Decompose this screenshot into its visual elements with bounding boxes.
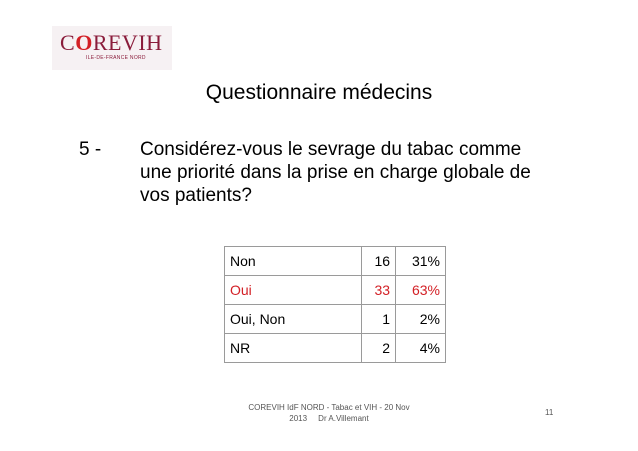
table-row xyxy=(225,334,446,363)
question-text: Considérez-vous le sevrage du tabac comme une priorité dans la prise en charge globale de vos patients? xyxy=(140,139,531,206)
table-row xyxy=(225,305,446,334)
logo-wordmark xyxy=(60,32,172,54)
answer-label: NR xyxy=(225,334,362,363)
footer-line: 2013 Dr A.Villemant xyxy=(289,414,369,423)
red-ribbon-icon: O xyxy=(75,30,93,55)
answer-count: 16 xyxy=(362,247,396,276)
logo-letters: REVIH xyxy=(92,30,163,55)
table-row xyxy=(225,247,446,276)
answer-label: Oui, Non xyxy=(225,305,362,334)
logo-letter-c: C xyxy=(60,30,76,55)
answer-percent: 63% xyxy=(396,276,446,305)
answer-label: Oui xyxy=(225,276,362,305)
answer-percent: 4% xyxy=(396,334,446,363)
footer-line: COREVIH IdF NORD - Tabac et VIH - 20 Nov xyxy=(248,403,410,412)
page-number: 11 xyxy=(545,408,554,417)
corevih-logo xyxy=(52,26,172,70)
logo-subtitle: ILE-DE-FRANCE NORD xyxy=(86,55,146,61)
table-row-highlighted xyxy=(225,276,446,305)
answer-count: 33 xyxy=(362,276,396,305)
answer-count: 2 xyxy=(362,334,396,363)
slide-title: Questionnaire médecins xyxy=(205,81,433,104)
question-number: 5 - xyxy=(79,139,102,160)
slide-footer xyxy=(234,402,424,424)
answer-count: 1 xyxy=(362,305,396,334)
answer-label: Non xyxy=(225,247,362,276)
answer-percent: 2% xyxy=(396,305,446,334)
results-table xyxy=(224,246,446,363)
answer-percent: 31% xyxy=(396,247,446,276)
